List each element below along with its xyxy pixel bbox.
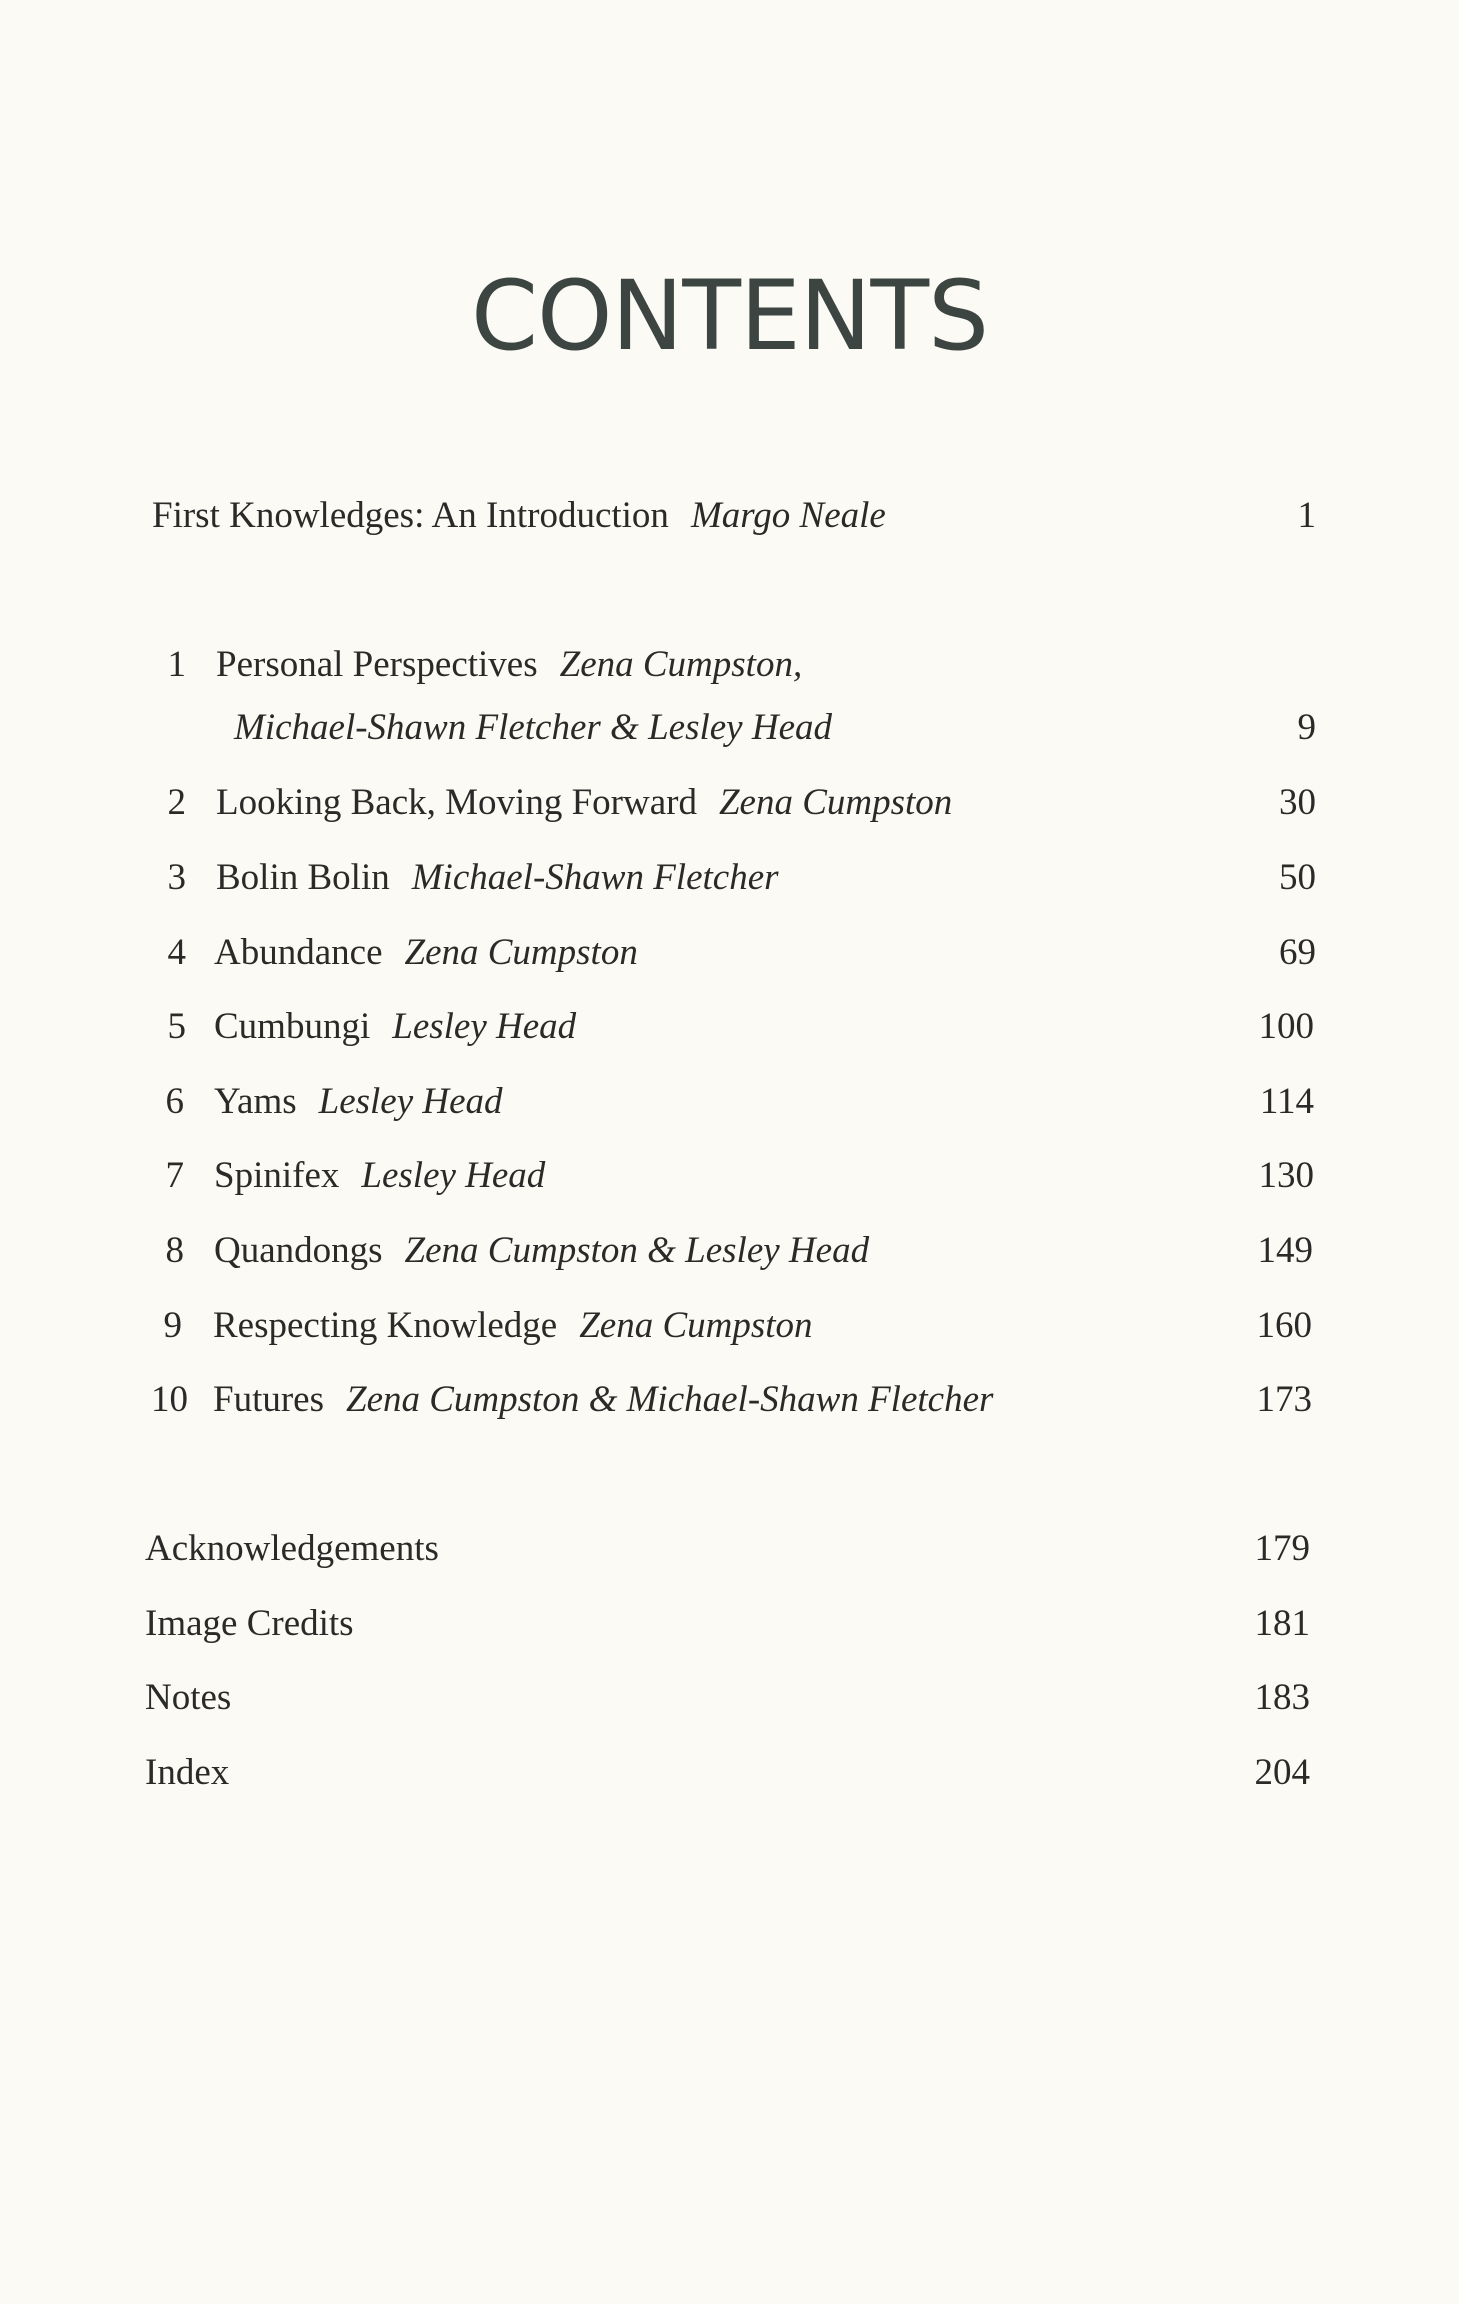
toc-entry-chapter-8[interactable] (214, 1232, 869, 1269)
entry-page-number: 114 (1259, 1081, 1314, 1122)
entry-author: Zena Cumpston (579, 1305, 813, 1346)
chapter-number: 8 (165, 1230, 184, 1271)
entry-author: Michael-Shawn Fletcher (411, 857, 779, 898)
entry-author: Lesley Head (361, 1155, 546, 1196)
entry-author-continued: Michael-Shawn Fletcher & Lesley Head (234, 707, 832, 748)
entry-page-number: 100 (1258, 1006, 1314, 1047)
toc-entry-chapter-7[interactable] (214, 1157, 545, 1194)
entry-page-number: 149 (1257, 1230, 1313, 1271)
toc-entry-chapter-1[interactable] (216, 646, 802, 683)
entry-author: Margo Neale (690, 495, 886, 536)
entry-author: Lesley Head (318, 1081, 503, 1122)
toc-entry-acknowledgements[interactable]: Acknowledgements (145, 1528, 439, 1569)
toc-entry-notes[interactable]: Notes (145, 1677, 232, 1718)
entry-page-number: 130 (1258, 1155, 1314, 1196)
entry-page-number: 183 (1254, 1677, 1310, 1718)
chapter-number: 1 (167, 644, 186, 685)
entry-title: Quandongs (214, 1230, 383, 1271)
toc-entry-chapter-10[interactable] (213, 1381, 993, 1418)
entry-page-number: 179 (1254, 1528, 1310, 1569)
chapter-number: 9 (163, 1305, 182, 1346)
entry-page-number: 1 (1297, 495, 1316, 536)
entry-title: First Knowledges: An Introduction (152, 495, 669, 536)
entry-title: Futures (213, 1379, 324, 1420)
entry-page-number: 9 (1297, 707, 1316, 748)
entry-author: Zena Cumpston & Lesley Head (404, 1230, 870, 1271)
entry-page-number: 204 (1254, 1752, 1310, 1793)
entry-title: Looking Back, Moving Forward (216, 782, 697, 823)
toc-entry-chapter-6[interactable] (214, 1083, 503, 1120)
chapter-number: 4 (167, 932, 186, 973)
entry-page-number: 69 (1279, 932, 1316, 973)
entry-title: Respecting Knowledge (213, 1305, 558, 1346)
toc-entry-image-credits[interactable]: Image Credits (145, 1603, 354, 1644)
toc-entry-chapter-4[interactable] (214, 934, 638, 971)
entry-author: Lesley Head (392, 1006, 577, 1047)
toc-entry-index[interactable]: Index (145, 1752, 230, 1793)
chapter-number: 5 (167, 1006, 186, 1047)
toc-entry-introduction[interactable] (152, 497, 886, 534)
entry-author: Zena Cumpston, (559, 644, 803, 685)
entry-page-number: 50 (1279, 857, 1316, 898)
entry-title: Abundance (214, 932, 383, 973)
toc-entry-chapter-5[interactable] (214, 1008, 576, 1045)
entry-page-number: 30 (1279, 782, 1316, 823)
entry-page-number: 160 (1256, 1305, 1312, 1346)
toc-entry-chapter-9[interactable] (213, 1307, 813, 1344)
toc-entry-chapter-3[interactable] (216, 859, 779, 896)
entry-author: Zena Cumpston & Michael-Shawn Fletcher (346, 1379, 994, 1420)
entry-page-number: 181 (1254, 1603, 1310, 1644)
page-title: CONTENTS (470, 260, 989, 372)
chapter-number: 10 (151, 1379, 188, 1420)
entry-title: Yams (214, 1081, 297, 1122)
chapter-number: 3 (167, 857, 186, 898)
entry-page-number: 173 (1256, 1379, 1312, 1420)
chapter-number: 7 (165, 1155, 184, 1196)
entry-title: Personal Perspectives (216, 644, 538, 685)
entry-title: Bolin Bolin (216, 857, 390, 898)
entry-title: Cumbungi (214, 1006, 371, 1047)
toc-entry-chapter-2[interactable] (216, 784, 952, 821)
chapter-number: 2 (167, 782, 186, 823)
entry-title: Spinifex (214, 1155, 340, 1196)
entry-author: Zena Cumpston (718, 782, 953, 823)
chapter-number: 6 (165, 1081, 184, 1122)
entry-author: Zena Cumpston (404, 932, 638, 973)
